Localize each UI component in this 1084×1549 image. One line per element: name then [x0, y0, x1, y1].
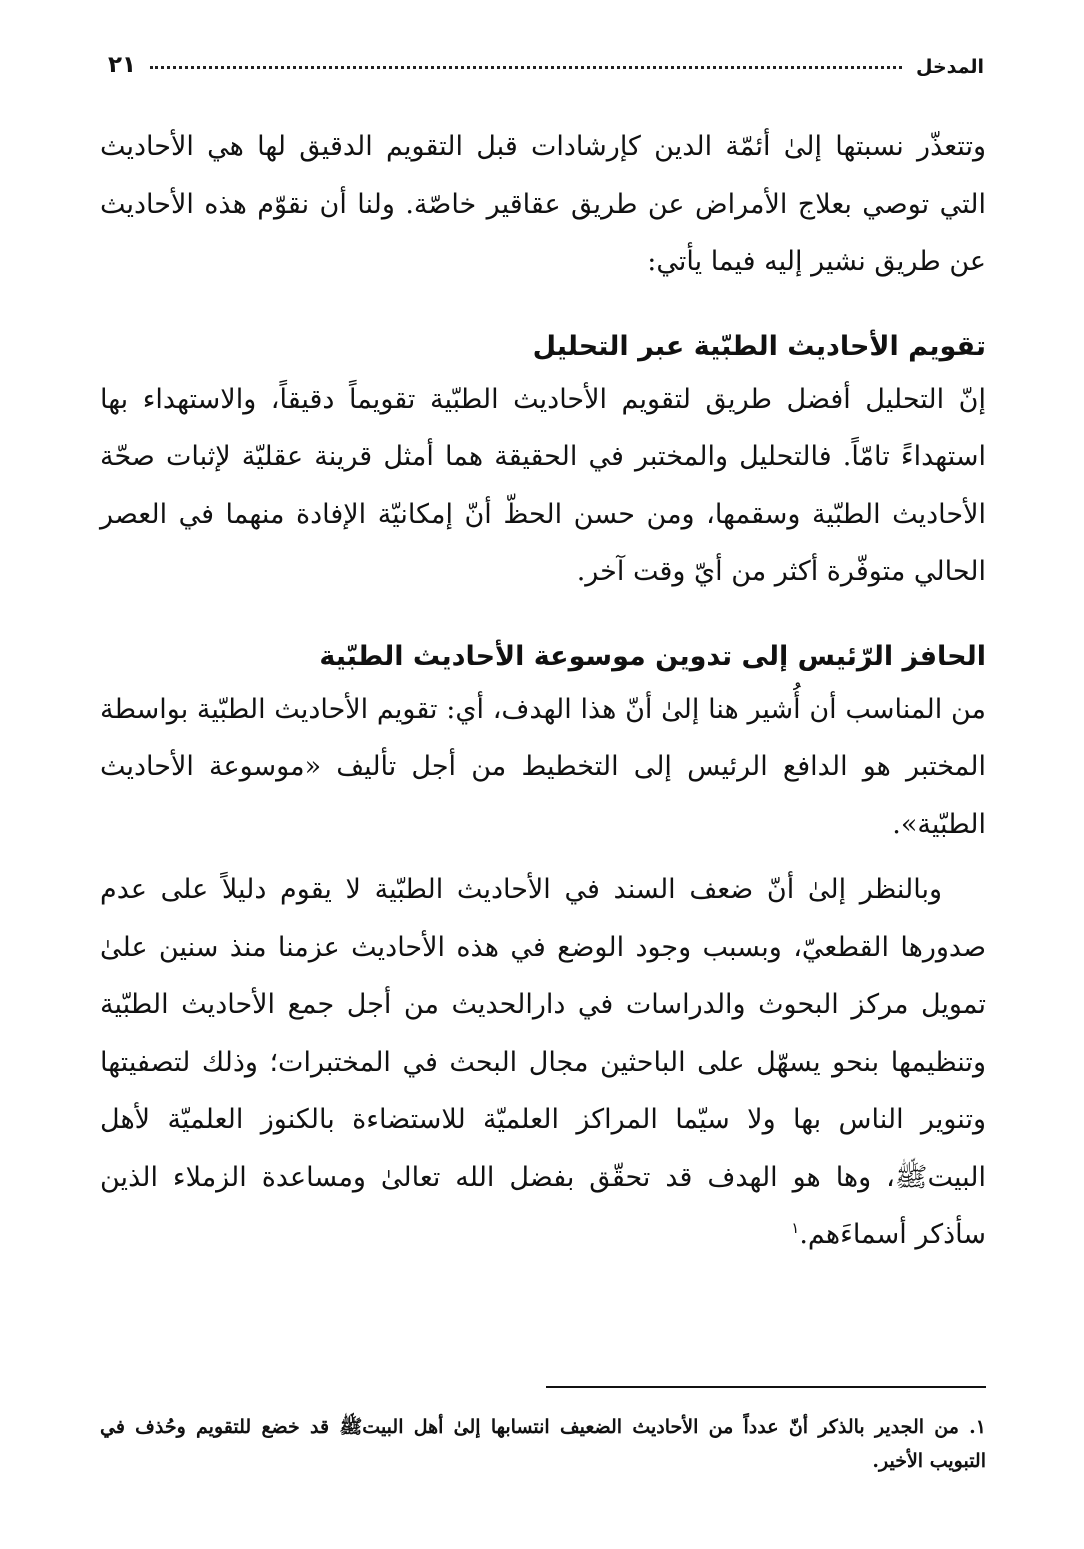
- collection-paragraph-text: وبالنظر إلىٰ أنّ ضعف السند في الأحاديث الطبّية لا يقوم دليلاً على عدم صدورها القطعيّ، وبسبب وجود الوضع في هذه الأحاديث عزمنا منذ سنين علىٰ تمويل مركز البحوث والدراسات في دارالحديث من أجل جمع الأحاديث الطبّية وتنظيمها بنحو يسهّل على الباحثين مجال البحث في المختبرات؛ وذلك لتصفيتها وتنوير الناس بها ولا سيّما المراكز العلميّة للاستضاءة بالكنوز العلميّة لأهل البيتﷺ، وها هو الهدف قد تحقّق بفضل الله تعالىٰ ومساعدة الزملاء الذين سأذكر أسماءَهم.: [100, 874, 986, 1250]
- section-title: المدخل: [915, 56, 984, 78]
- page-body: [100, 118, 986, 1264]
- footnote: ١. من الجدير بالذكر أنّ عدداً من الأحاديث الضعيف انتسابها إلىٰ أهل البيتﷺ قد خضع للتقويم وحُذف في التبويب الأخير.: [100, 1416, 986, 1472]
- analysis-paragraph: إنّ التحليل أفضل طريق لتقويم الأحاديث الطبّية تقويماً دقيقاً، والاستهداء بها استهداءً تامّاً. فالتحليل والمختبر في الحقيقة هما أمثل قرينة عقليّة لإثبات صحّة الأحاديث الطبّية وسقمها، ومن حسن الحظّ أنّ إمكانيّة الإفادة منهما في العصر الحالي متوفّرة أكثر من أيّ وقت آخر.: [100, 383, 986, 587]
- running-header: [108, 38, 984, 78]
- motivation-paragraph: من المناسب أن أُشير هنا إلىٰ أنّ هذا الهدف، أي: تقويم الأحاديث الطبّية بواسطة المختبر هو الدافع الرئيس إلى التخطيط من أجل تأليف «موسوعة الأحاديث الطبّية».: [100, 693, 986, 840]
- footnote-reference[interactable]: ١: [791, 1219, 800, 1237]
- page-number: ٢١: [108, 52, 137, 78]
- footnote-divider: [546, 1386, 986, 1388]
- heading-analysis: تقويم الأحاديث الطبّية عبر التحليل: [532, 330, 986, 362]
- intro-paragraph: وتتعذّر نسبتها إلىٰ أئمّة الدين كإرشادات قبل التقويم الدقيق لها هي الأحاديث التي توصي بعلاج الأمراض عن طريق عقاقير خاصّة. ولنا أن نقوّم هذه الأحاديث عن طريق نشير إليه فيما يأتي:: [100, 131, 986, 277]
- heading-motivation: الحافز الرّئيس إلى تدوين موسوعة الأحاديث الطبّية: [319, 640, 986, 672]
- dotted-leader: [150, 66, 902, 69]
- collection-paragraph: [100, 861, 986, 1264]
